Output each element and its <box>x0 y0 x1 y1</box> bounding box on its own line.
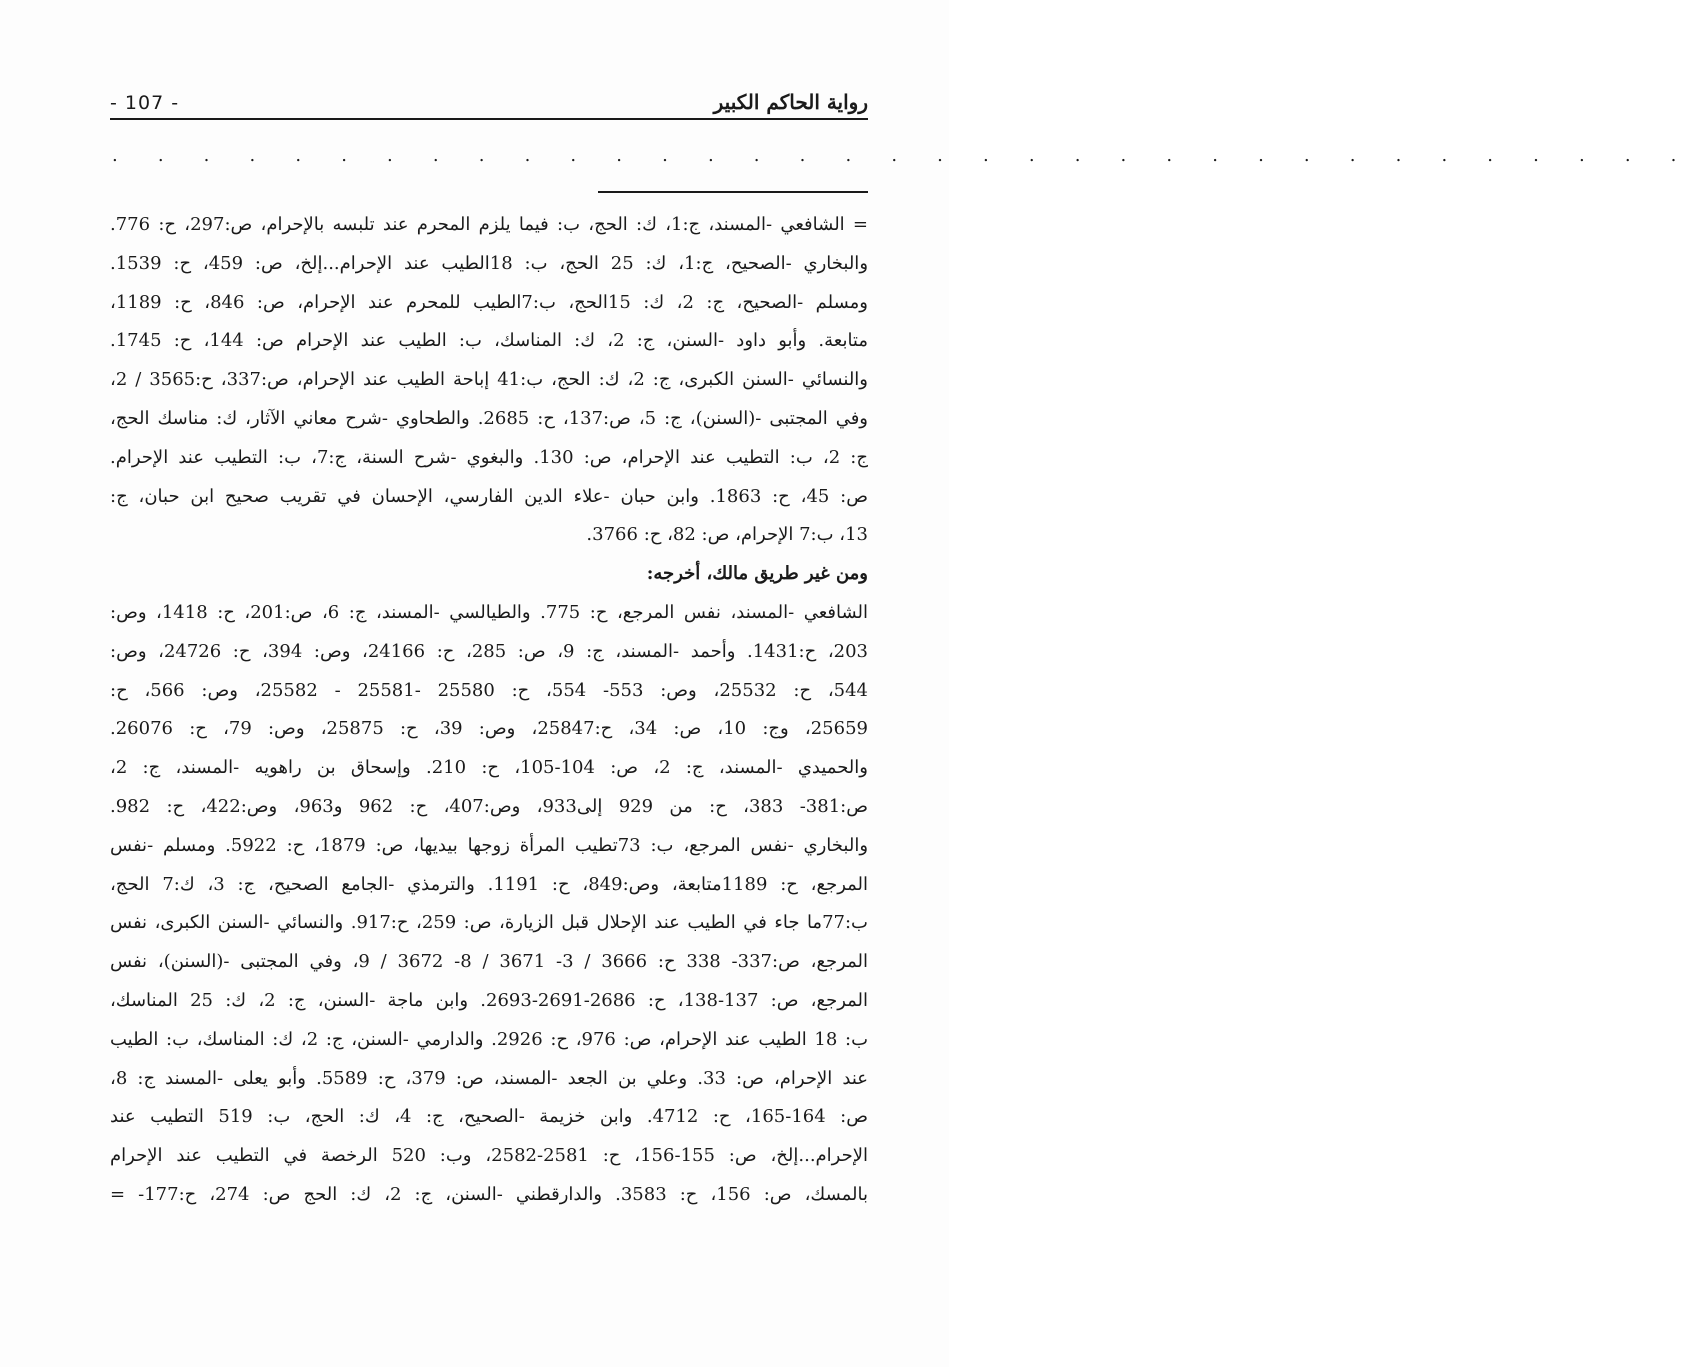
text-line: ص: 45، ح: 1863. وابن حبان -علاء الدين الفارسي، الإحسان في تقريب صحيح ابن حبان، ج: <box>110 485 868 507</box>
running-title: رواية الحاكم الكبير <box>713 90 868 114</box>
text-line: 203، ح:1431. وأحمد -المسند، ج: 9، ص: 285، ح: 24166، وص: 394، ح: 24726، وص: <box>110 640 868 662</box>
text-line: 25659، وج: 10، ص: 34، ح:25847، وص: 39، ح: 25875، وص: 79، ح: 26076. <box>110 718 868 740</box>
text-line: متابعة. وأبو داود -السنن، ج: 2، ك: المناسك، ب: الطيب عند الإحرام ص: 144، ح: 1745. <box>110 330 869 352</box>
text-line: والبخاري -الصحيح، ج:1، ك: 25 الحج، ب: 18الطيب عند الإحرام...إلخ، ص: 459، ح: 1539. <box>110 252 869 274</box>
text-line: والنسائي -السنن الكبرى، ج: 2، ك: الحج، ب:41 إباحة الطيب عند الإحرام، ص:337، ح:3565 / 2، <box>110 369 868 391</box>
text-line: الشافعي -المسند، نفس المرجع، ح: 775. والطيالسي -المسند، ج: 6، ص:201، ح: 1418، وص: <box>110 601 869 623</box>
text-line: المرجع، ص: 137-138، ح: 2686-2691-2693. وابن ماجة -السنن، ج: 2، ك: 25 المناسك، <box>110 989 869 1011</box>
section-heading: ومن غير طريق مالك، أخرجه: <box>646 563 868 585</box>
text-line: بالمسك، ص: 156، ح: 3583. والدارقطني -السنن، ج: 2، ك: الحج ص: 274، ح:177- = <box>110 1183 869 1205</box>
page-number: - 107 - <box>110 92 180 114</box>
text-line: والحميدي -المسند، ج: 2، ص: 104-105، ح: 210. وإسحاق بن راهويه -المسند، ج: 2، <box>110 757 868 779</box>
text-line: ب: 18 الطيب عند الإحرام، ص: 976، ح: 2926. والدارمي -السنن، ج: 2، ك: المناسك، ب: الطيب <box>110 1028 869 1050</box>
text-line: والبخاري -نفس المرجع، ب: 73تطيب المرأة زوجها بيديها، ص: 1879، ح: 5922. ومسلم -نفس <box>110 834 869 856</box>
text-line: وفي المجتبى -(السنن)، ج: 5، ص:137، ح: 2685. والطحاوي -شرح معاني الآثار، ك: مناسك الحج، <box>110 407 868 429</box>
text-line: المرجع، ح: 1189متابعة، وص:849، ح: 1191. والترمذي -الجامع الصحيح، ج: 3، ك:7 الحج، <box>110 873 869 895</box>
text-line: ص: 164-165، ح: 4712. وابن خزيمة -الصحيح، ج: 4، ك: الحج، ب: 519 التطيب عند <box>110 1106 869 1128</box>
text-line: 544، ح: 25532، وص: 553- 554، ح: 25580 -25581 - 25582، وص: 566، ح: <box>110 679 869 701</box>
text-line: ج: 2، ب: التطيب عند الإحرام، ص: 130. والبغوي -شرح السنة، ج:7، ب: التطيب عند الإحرام. <box>110 446 868 468</box>
text-line: ص:381- 383، ح: من 929 إلى933، وص:407، ح: 962 و963، وص:422، ح: 982. <box>110 795 868 817</box>
text-line: 13، ب:7 الإحرام، ص: 82، ح: 3766. <box>586 524 868 546</box>
text-line: = الشافعي -المسند، ج:1، ك: الحج، ب: فيما يلزم المحرم عند تلبسه بالإحرام، ص:297، ح: 776. <box>110 214 869 235</box>
page-header <box>110 88 868 120</box>
text-line: المرجع، ص:337- 338 ح: 3666 / 3- 3671 / 8- 3672 / 9، وفي المجتبى -(السنن)، نفس <box>110 951 868 973</box>
text-line: الإحرام...إلخ، ص: 155-156، ح: 2581-2582، وب: 520 الرخصة في التطيب عند الإحرام <box>110 1145 869 1167</box>
text-line: ومسلم -الصحيح، ج: 2، ك: 15الحج، ب:7الطيب للمحرم عند الإحرام، ص: 846، ح: 1189، <box>110 291 868 313</box>
text-line: ب:77ما جاء في الطيب عند الإحلال قبل الزيارة، ص: 259، ح:917. والنسائي -السنن الكبرى، نفس <box>110 912 868 934</box>
dotted-separator: . . . . . . . . . . . . . . . . . . . . . . . . . . . . . . . . . . . <box>112 145 1694 166</box>
footnote-text <box>110 206 868 1215</box>
footnote-rule <box>598 191 868 193</box>
text-line: عند الإحرام، ص: 33. وعلي بن الجعد -المسند، ص: 379، ح: 5589. وأبو يعلى -المسند ج: 8، <box>110 1067 868 1089</box>
